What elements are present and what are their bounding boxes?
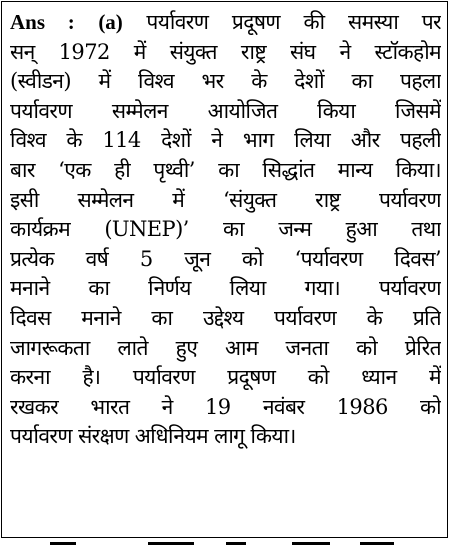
answer-marker: (a) (98, 10, 123, 34)
answer-line: बार ‘एक ही पृथ्वी’ का सिद्धांत मान्य किया। (10, 157, 441, 182)
answer-label: Ans : (10, 10, 75, 34)
text-fragment-mark (292, 542, 330, 545)
answer-line: विश्व के 114 देशों ने भाग लिया और पहली (10, 128, 441, 153)
answer-line: दिवस मनाने का उद्देश्य पर्यावरण के प्रति (10, 305, 441, 330)
text-fragment-mark (50, 542, 76, 545)
answer-line-1 (10, 8, 441, 38)
answer-line: सन् 1972 में संयुक्त राष्ट्र संघ ने स्टॉकहोम (10, 39, 441, 64)
answer-line: मनाने का निर्णय लिया गया। पर्यावरण (10, 276, 441, 301)
answer-line: पर्यावरण सम्मेलन आयोजित किया जिसमें (10, 98, 441, 123)
answer-line: रखकर भारत ने 19 नवंबर 1986 को (10, 394, 441, 419)
cropped-next-line-fragment (30, 540, 410, 549)
answer-line: प्रत्येक वर्ष 5 जून को ‘पर्यावरण दिवस’ (10, 246, 441, 271)
answer-line: पर्यावरण संरक्षण अधिनियम लागू किया। (10, 424, 296, 449)
answer-box (1, 1, 448, 538)
answer-line: जागरूकता लाते हुए आम जनता को प्रेरित (10, 335, 441, 360)
text-fragment-mark (226, 542, 246, 545)
answer-first-line-text: पर्यावरण प्रदूषण की समस्या पर (146, 10, 441, 34)
text-fragment-mark (148, 542, 194, 545)
answer-line: करना है। पर्यावरण प्रदूषण को ध्यान में (10, 365, 441, 390)
answer-line: (स्वीडन) में विश्व भर के देशों का पहला (10, 69, 441, 94)
text-fragment-mark (360, 542, 394, 545)
answer-line: इसी सम्मेलन में ‘संयुक्त राष्ट्र पर्यावरण (10, 187, 441, 212)
answer-line: कार्यक्रम (UNEP)’ का जन्म हुआ तथा (10, 217, 441, 242)
